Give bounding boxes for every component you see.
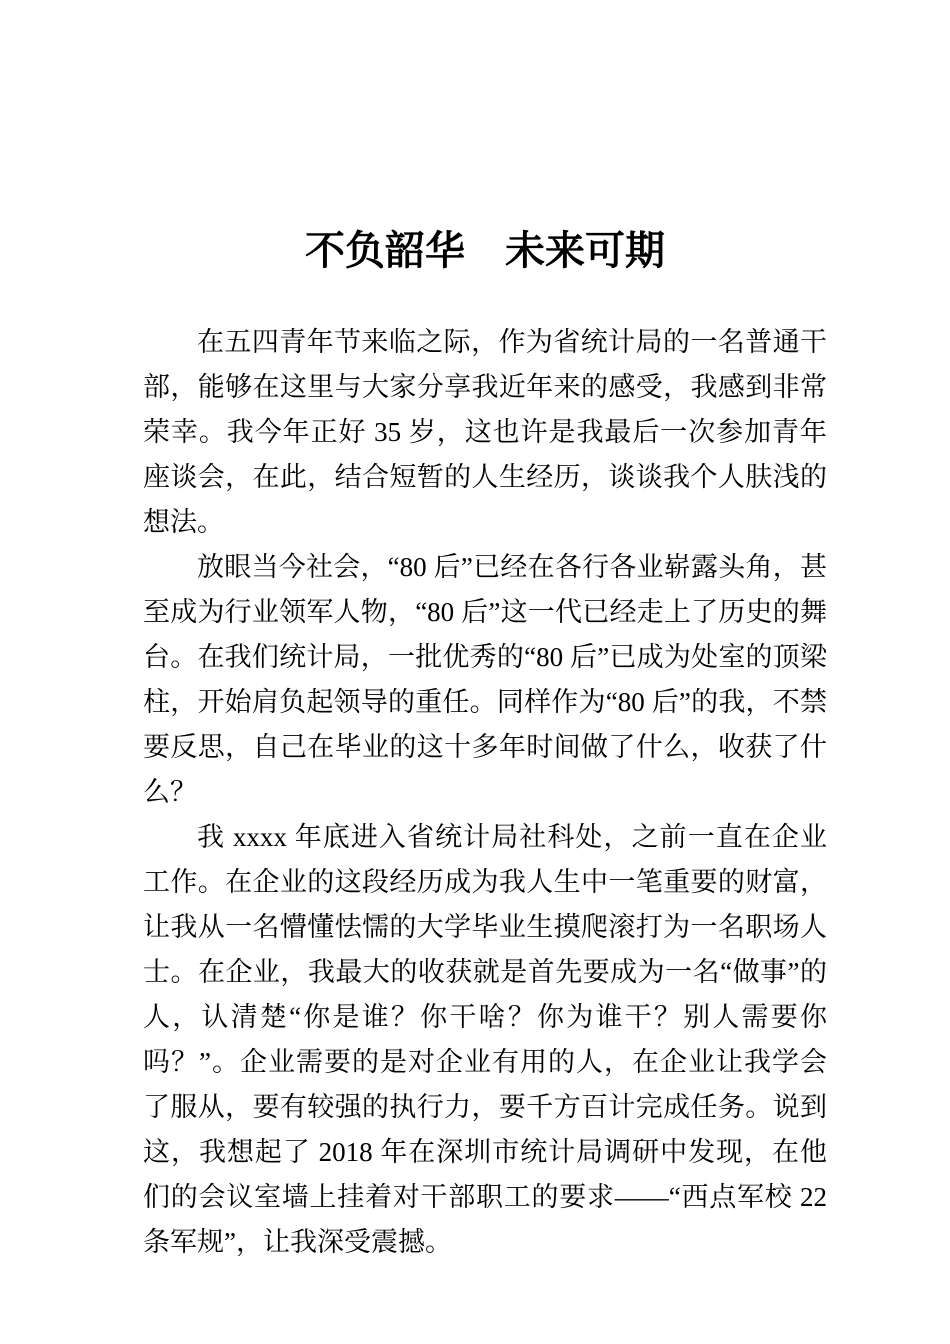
paragraph: 放眼当今社会，“80 后”已经在各行各业崭露头角，甚至成为行业领军人物，“80 后”这一代已经走上了历史的舞台。在我们统计局，一批优秀的“80 后”已成为处室的顶梁柱，开始肩负起领导的重任。同样作为“80 后”的我，不禁要反思，自己在毕业的这十多年时间做了什么，收获了什 么？ [143,552,827,807]
paragraph: 我 xxxx 年底进入省统计局社科处，之前一直在企业工作。在企业的这段经历成为我人生中一笔重要的财富，让我从一名懵懂怯懦的大学毕业生摸爬滚打为一名职场人士。在企业，我最大的收获就是首先要成为一名“做事”的人，认清楚“你是谁？你干啥？你为谁干？别人需要你吗？”。企业需要的是对企业有用的人，在企业让我学会了服从，要有较强的执行力，要千方百计完成任务。说到这，我想起了 2018 年在深圳市统计局调研中发现，在他们的会议室墙上挂着对干部职工的要求——“西点军校 22 条军规”，让我深受震撼。 [143,822,827,1257]
document-title: 不负韶华 未来可期 [305,229,665,273]
document-content [143,226,827,1265]
document-body [143,320,827,1265]
paragraph: 在五四青年节来临之际，作为省统计局的一名普通干部，能够在这里与大家分享我近年来的感受，我感到非常荣幸。我今年正好 35 岁，这也许是我最后一次参加青年座谈会，在此，结合短暂的人生经历，谈谈我个人肤浅的想法。 [143,327,827,537]
